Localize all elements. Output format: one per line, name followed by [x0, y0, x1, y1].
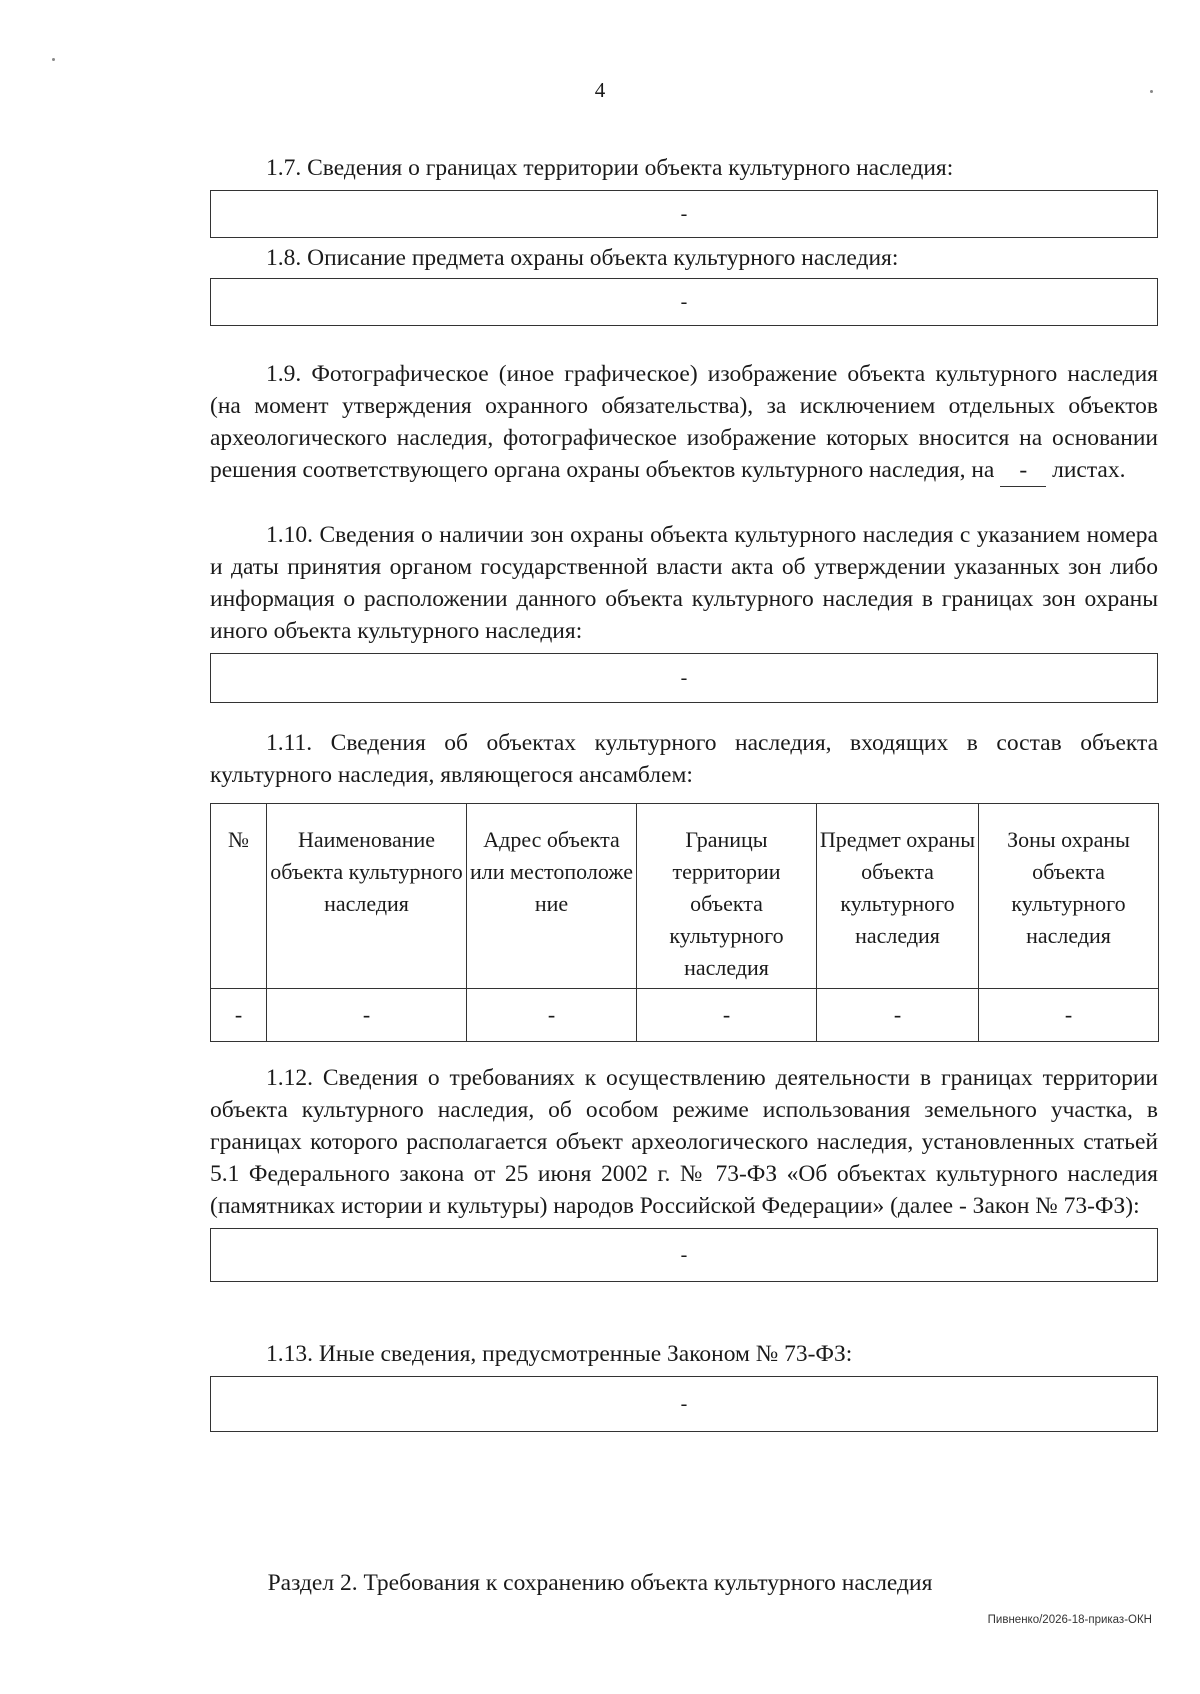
- section-1-8-value: -: [680, 290, 688, 313]
- table-row: [211, 989, 1159, 1042]
- section-1-9-sheets-value: -: [1000, 454, 1046, 487]
- table-header-row: [211, 804, 1159, 989]
- col-header-address: Адрес объекта или местоположе ние: [467, 804, 637, 989]
- table-cell: -: [211, 989, 267, 1042]
- section-1-8-value-box: [210, 278, 1158, 326]
- col-header-protection-subject: Предмет охраны объекта культурного наследия: [817, 804, 979, 989]
- page-number: 4: [594, 78, 606, 102]
- table-cell: -: [467, 989, 637, 1042]
- col-header-number: №: [211, 804, 267, 989]
- table-cell: -: [979, 989, 1159, 1042]
- section-1-8-heading: 1.8. Описание предмета охраны объекта культурного наследия:: [266, 245, 899, 271]
- section-1-12-value: -: [680, 1243, 688, 1266]
- section-1-7-value: -: [680, 202, 688, 225]
- section-1-11-paragraph: 1.11. Сведения об объектах культурного наследия, входящих в состав объекта культурного наследия, являющегося ансамблем:: [210, 730, 1158, 788]
- table-cell: -: [267, 989, 467, 1042]
- section-1-10-value: -: [680, 666, 688, 689]
- section-1-10-value-box: [210, 653, 1158, 703]
- scan-speck: [52, 58, 55, 61]
- col-header-boundaries: Границы территории объекта культурного наследия: [637, 804, 817, 989]
- section-1-13-value-box: [210, 1376, 1158, 1432]
- ensemble-objects-table: [210, 803, 1159, 1042]
- col-header-name: Наименование объекта культурного наследия: [267, 804, 467, 989]
- section-1-13-heading: 1.13. Иные сведения, предусмотренные Законом № 73-ФЗ:: [266, 1341, 853, 1367]
- col-header-protection-zones: Зоны охраны объекта культурного наследия: [979, 804, 1159, 989]
- section-1-7-heading: 1.7. Сведения о границах территории объекта культурного наследия:: [266, 155, 954, 181]
- section-1-12-paragraph: 1.12. Сведения о требованиях к осуществлению деятельности в границах территории объекта культурного наследия, об особом режиме использования земельного участка, в границах которого располагается объект археологического наследия, установленных статьей 5.1 Федерального закона от 25 июня 2002 г. № 73-ФЗ «Об объектах культурного наследия (памятниках истории и культуры) народов Российской Федерации» (далее - Закон № 73-ФЗ):: [210, 1065, 1158, 1219]
- section-1-10-paragraph: 1.10. Сведения о наличии зон охраны объекта культурного наследия с указанием номера и даты принятия органом государственной власти акта об утверждении указанных зон либо информация о расположении данного объекта культурного наследия в границах зон охраны иного объекта культурного наследия:: [210, 522, 1158, 644]
- section-1-7-value-box: [210, 190, 1158, 238]
- section-1-9-text: 1.9. Фотографическое (иное графическое) изображение объекта культурного наследия (на момент утверждения охранного обязательства), за исключением отдельных объектов археологического наследия, фотографическое изображение которых вносится на основании решения соответствующего органа охраны объектов культурного наследия, на: [210, 361, 1158, 483]
- section-1-12-value-box: [210, 1228, 1158, 1282]
- section-2-title: Раздел 2. Требования к сохранению объекта культурного наследия: [267, 1570, 933, 1596]
- document-footer-code: Пивненко/2026-18-приказ-ОКН: [987, 1614, 1152, 1626]
- table-cell: -: [817, 989, 979, 1042]
- section-1-9-paragraph: [210, 358, 1158, 487]
- section-1-9-tail: листах.: [1052, 457, 1126, 483]
- table-cell: -: [637, 989, 817, 1042]
- section-1-13-value: -: [680, 1392, 688, 1415]
- document-body: [210, 150, 1158, 1432]
